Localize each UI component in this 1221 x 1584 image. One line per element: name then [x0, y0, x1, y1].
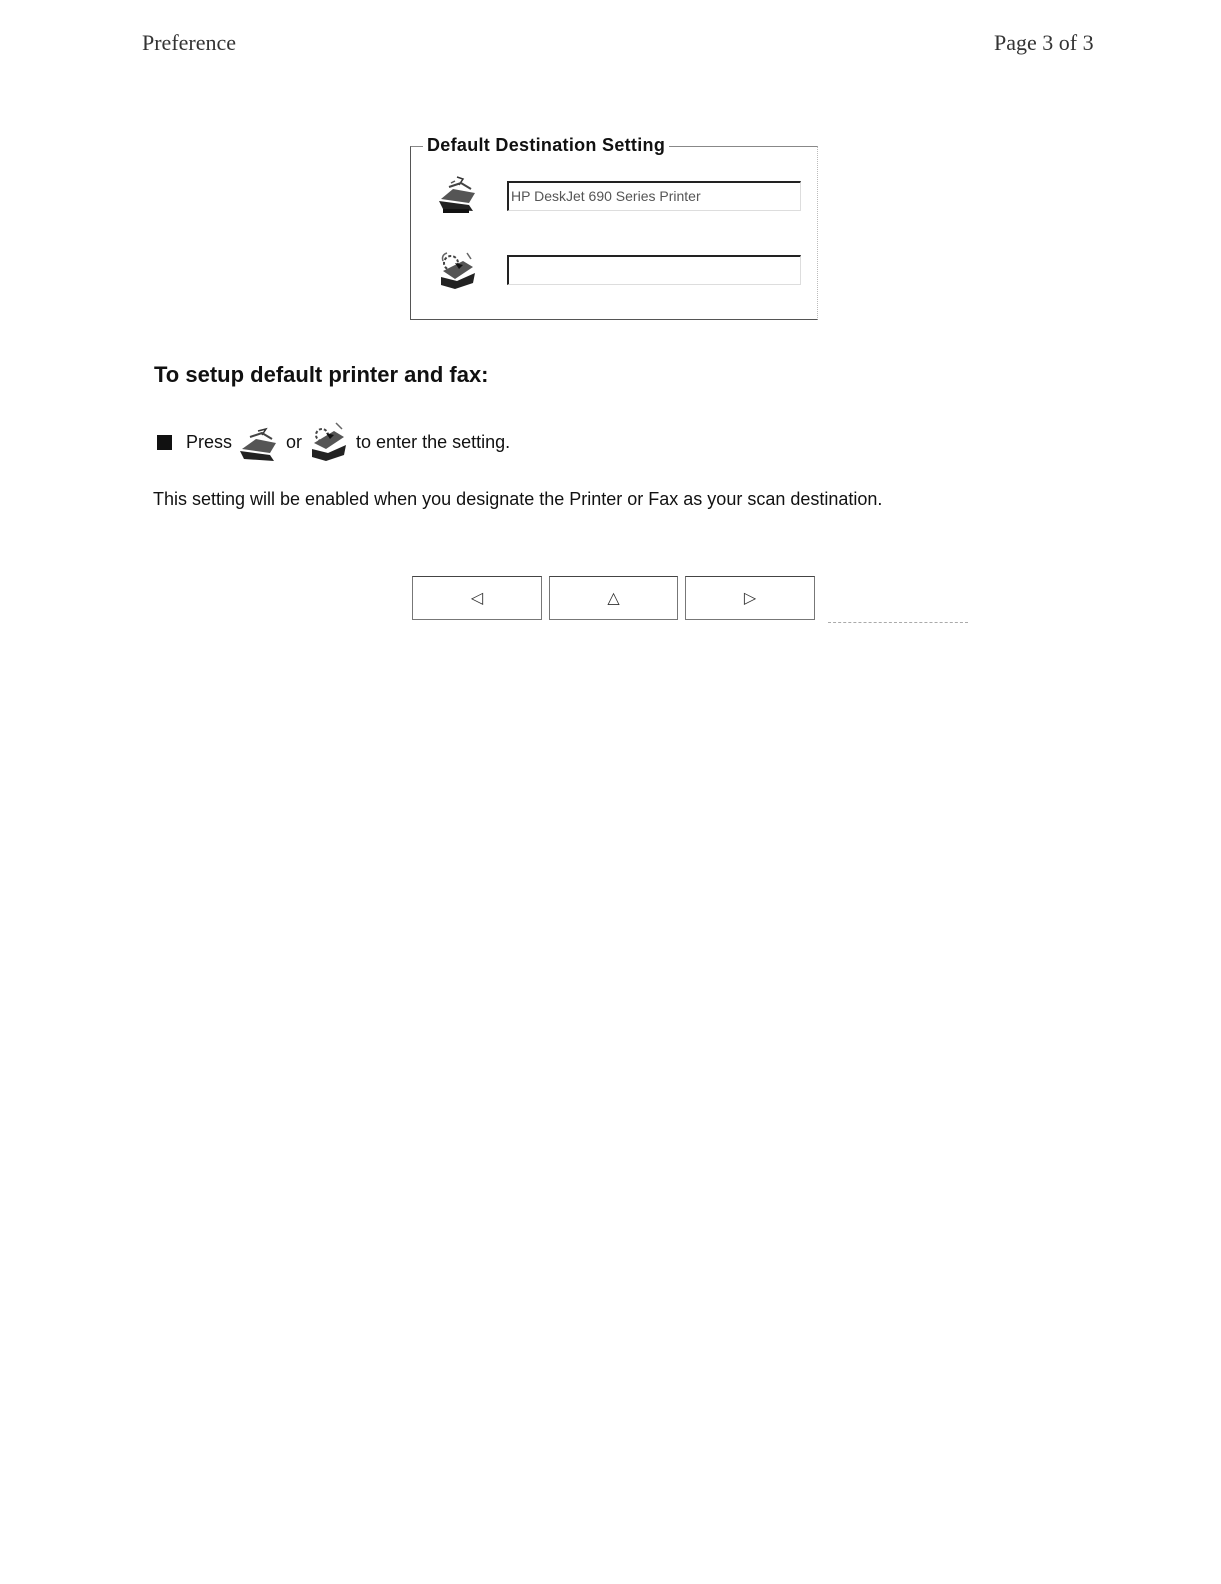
scan-artifact-divider: [828, 622, 968, 623]
printer-icon-inline: [236, 421, 282, 463]
document-title: Preference: [142, 30, 237, 55]
bullet-square-icon: [157, 435, 172, 450]
press-text: Press: [186, 431, 233, 452]
groupbox-legend: Default Destination Setting: [423, 135, 669, 156]
or-text: or: [286, 431, 303, 452]
fax-icon-inline: [306, 421, 352, 463]
next-page-button[interactable]: ▷: [685, 576, 815, 620]
up-page-button[interactable]: △: [549, 576, 678, 620]
page-number: Page 3 of 3: [994, 30, 1094, 55]
default-destination-groupbox: [410, 135, 818, 320]
previous-page-button[interactable]: ◁: [412, 576, 542, 620]
setting-suffix-text: to enter the setting.: [356, 431, 511, 452]
printer-icon[interactable]: [433, 173, 481, 217]
destination-note: This setting will be enabled when you designate the Printer or Fax as your scan destination.: [153, 489, 883, 509]
fax-destination-field[interactable]: [507, 255, 801, 285]
section-heading: To setup default printer and fax:: [154, 362, 489, 387]
instruction-line: [157, 420, 510, 464]
printer-destination-field[interactable]: HP DeskJet 690 Series Printer: [507, 181, 801, 211]
fax-icon[interactable]: [433, 249, 481, 293]
